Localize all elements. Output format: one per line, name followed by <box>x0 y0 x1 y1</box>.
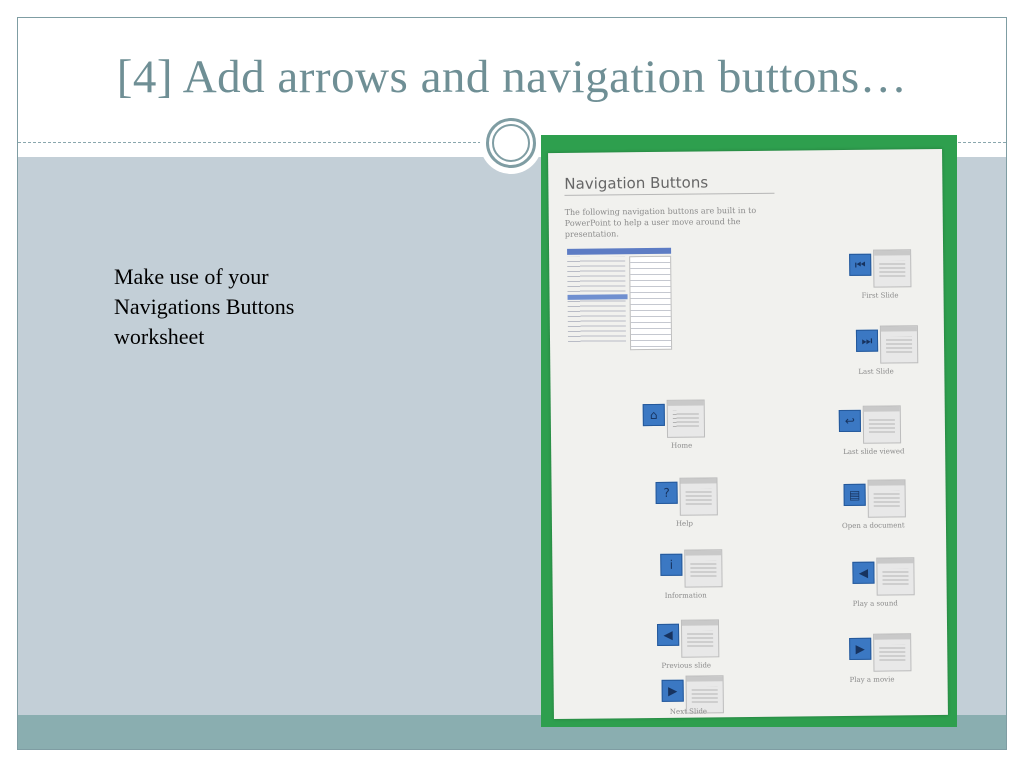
menu-highlight <box>568 294 628 300</box>
action-settings-dialog <box>873 249 911 287</box>
nav-item-last-slide-viewed <box>839 409 950 470</box>
nav-item-label: Last Slide <box>858 367 894 376</box>
nav-item-open-document <box>841 483 955 544</box>
submenu-list <box>629 256 672 350</box>
nav-item-next-slide <box>662 679 773 727</box>
nav-item-last-slide <box>856 329 957 390</box>
nav-item-play-movie <box>849 637 957 698</box>
nav-item-play-sound <box>852 561 957 622</box>
nav-item-label: Next Slide <box>669 707 708 716</box>
action-settings-dialog <box>876 557 914 595</box>
action-settings-dialog <box>873 633 911 671</box>
previous-slide-icon: ◀ <box>657 624 679 646</box>
worksheet-photo <box>541 135 957 727</box>
information-icon: i <box>660 554 682 576</box>
menu-bar <box>567 248 671 255</box>
nav-item-label: First Slide <box>861 291 899 300</box>
body-line: Make use of your <box>114 264 269 289</box>
home-icon: ⌂ <box>643 404 665 426</box>
nav-item-label: Information <box>664 591 707 600</box>
sound-icon: ◀ <box>852 562 874 584</box>
help-icon: ? <box>655 482 677 504</box>
slide-title: [4] Add arrows and navigation buttons… <box>116 51 908 103</box>
nav-item-label: Last slide viewed <box>843 447 905 457</box>
nav-item-help <box>655 481 766 542</box>
movie-icon: ▶ <box>849 638 871 660</box>
first-slide-icon: ⏮ <box>849 254 871 276</box>
nav-item-home <box>643 403 754 464</box>
nav-item-label: Previous slide <box>661 661 712 670</box>
nav-item-first-slide <box>849 253 957 314</box>
nav-item-label: Help <box>675 519 693 528</box>
action-settings-dialog <box>867 479 905 517</box>
body-line: Navigations Buttons <box>114 294 295 319</box>
menu-screenshot <box>567 248 678 349</box>
action-settings-dialog <box>667 399 705 437</box>
divider-ornament-inner-ring <box>492 124 530 162</box>
body-line: worksheet <box>114 324 205 349</box>
action-settings-dialog <box>684 549 722 587</box>
body-text <box>114 262 394 352</box>
worksheet-description: The following navigation buttons are built in to PowerPoint to help a user move around the presentation. <box>564 205 757 239</box>
document-icon: ▤ <box>844 484 866 506</box>
nav-item-label: Play a sound <box>852 599 898 608</box>
last-slide-icon: ⏭ <box>856 330 878 352</box>
nav-item-information <box>660 553 771 614</box>
worksheet-paper <box>548 149 948 719</box>
return-icon: ↩ <box>839 410 861 432</box>
next-slide-icon: ▶ <box>662 680 684 702</box>
action-settings-dialog <box>880 325 918 363</box>
worksheet-title: Navigation Buttons <box>564 173 709 193</box>
nav-item-label: Play a movie <box>849 675 895 684</box>
action-settings-dialog <box>681 619 719 657</box>
action-settings-dialog <box>679 477 717 515</box>
nav-item-label: Open a document <box>841 521 905 531</box>
action-settings-dialog <box>863 405 901 443</box>
nav-item-label: Home <box>671 441 693 450</box>
worksheet-title-rule <box>564 193 774 196</box>
